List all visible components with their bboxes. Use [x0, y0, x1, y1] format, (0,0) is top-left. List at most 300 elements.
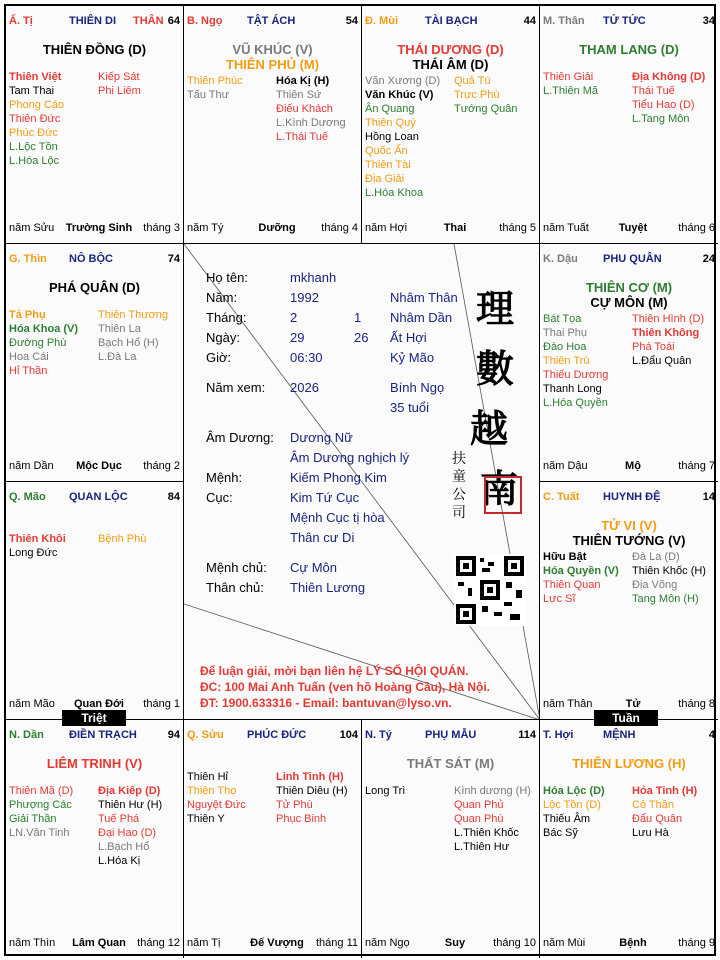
minor-star: Lực Sĩ [543, 593, 576, 605]
calligraphy-char-1: 理 [476, 286, 515, 331]
minor-star: Quan Phủ [454, 799, 504, 811]
day-solar: 29 [290, 330, 305, 345]
minor-star: Kình dương (H) [454, 785, 531, 797]
than-chu-value: Thiên Lương [290, 580, 366, 595]
minor-star: Hóa Kị (H) [276, 75, 330, 87]
minor-star: Bạch Hổ (H) [98, 337, 159, 349]
main-star: THIÊN ĐỒNG (D) [42, 42, 147, 57]
main-star: THAM LANG (D) [579, 42, 679, 57]
name-value: mkhanh [290, 270, 337, 285]
minor-star: Văn Khúc (V) [365, 89, 434, 101]
palace-header [9, 490, 180, 504]
minor-star: Đại Hao (D) [98, 827, 157, 839]
star-column-right [98, 784, 162, 868]
minor-star: Tang Môn (H) [632, 593, 699, 605]
main-stars [6, 42, 183, 57]
main-star: THIÊN LƯƠNG (H) [572, 756, 686, 771]
palace-branch: K. Dậu [543, 253, 578, 265]
minor-star: Thiên Khôi [9, 533, 66, 545]
star-column-right [454, 74, 518, 116]
palace-number: 74 [167, 253, 180, 265]
star-column-right [276, 74, 346, 144]
minor-stars [365, 74, 536, 217]
star-column-left [9, 784, 73, 840]
minor-star: Tam Thai [9, 85, 55, 97]
calligraphy-char-4: 南 [480, 466, 519, 511]
minor-stars [365, 784, 536, 932]
palace-header [543, 490, 715, 504]
palace-cell [6, 482, 184, 720]
palace-name: TÀI BẠCH [425, 15, 478, 27]
palace-year: năm Dậu [543, 460, 588, 472]
minor-star: Địa Võng [632, 579, 678, 591]
minor-star: Thiên Thương [98, 309, 169, 321]
minor-star: Hỉ Thần [9, 365, 48, 377]
palace-number: 94 [167, 729, 180, 741]
menh-value: Kiếm Phong Kim [290, 470, 387, 485]
vertical-seal-text: 扶 童 公 司 [452, 451, 466, 521]
cuc-value: Kim Tứ Cục [290, 490, 360, 505]
than-chu-label: Thân chủ: [206, 580, 264, 595]
minor-stars [543, 70, 715, 217]
minor-star: Thiên Hình (D) [632, 313, 705, 325]
minor-star: Thiên Phúc [187, 75, 243, 87]
main-stars [184, 42, 361, 72]
star-column-left [187, 770, 246, 826]
palace-year: năm Ngọ [365, 937, 410, 949]
minor-star: Thiên Trù [543, 355, 590, 367]
minor-star: Linh Tinh (H) [276, 771, 344, 783]
minor-stars [9, 532, 180, 693]
minor-star: Văn Xương (D) [365, 75, 441, 87]
amduong-value: Dương Nữ [290, 430, 353, 445]
menh-chu-value: Cự Môn [290, 560, 337, 575]
star-column-right [632, 70, 705, 126]
star-column-left [9, 70, 64, 168]
palace-header [543, 252, 715, 266]
palace-footer [543, 221, 715, 235]
day-label: Ngày: [206, 330, 240, 345]
minor-star: Giải Thần [9, 813, 57, 825]
minor-star: Hóa Lộc (D) [543, 785, 605, 797]
palace-month: tháng 5 [499, 222, 536, 234]
minor-star: Tấu Thư [187, 89, 230, 101]
minor-star: L.Tang Môn [632, 113, 690, 125]
minor-star: Đường Phù [9, 337, 67, 349]
palace-cell [184, 720, 362, 958]
minor-star: Điếu Khách [276, 103, 333, 115]
minor-star: Thiên Khốc (H) [632, 565, 706, 577]
minor-stars [187, 74, 358, 217]
minor-star: L.Đà La [98, 351, 137, 363]
minor-star: LN.Văn Tinh [9, 827, 70, 839]
month-lunar: 1 [354, 310, 362, 325]
star-column-right [632, 784, 697, 840]
palace-number: 84 [167, 491, 180, 503]
palace-number: 54 [345, 15, 358, 27]
palace-name: TẬT ÁCH [247, 15, 296, 27]
minor-star: Đào Hoa [543, 341, 587, 353]
menh-label: Mệnh: [206, 470, 243, 485]
main-star: THIÊN PHỦ (M) [225, 57, 320, 72]
palace-number: 64 [167, 15, 180, 27]
minor-star: Ân Quang [365, 103, 415, 115]
palace-year: năm Dần [9, 460, 54, 472]
palace-footer [543, 459, 715, 473]
palace-cell [540, 6, 718, 244]
palace-footer [9, 697, 180, 711]
minor-star: L.Bạch Hổ [98, 841, 150, 853]
palace-year: năm Thân [543, 698, 593, 710]
palace-header [365, 14, 536, 28]
contact-line-3: ĐT: 1900.633316 - Email: bantuvan@lyso.vn. [200, 696, 452, 710]
main-star: VŨ KHÚC (V) [232, 42, 313, 57]
minor-star: L.Thiên Hư [454, 841, 510, 853]
palace-footer [365, 221, 536, 235]
name-label: Họ tên: [206, 270, 248, 285]
palace-branch: Ấ. Tị [9, 15, 33, 27]
minor-star: Thiếu Âm [543, 813, 591, 825]
minor-star: L.Kình Dương [276, 117, 346, 129]
amduong-label: Âm Dương: [206, 430, 274, 445]
minor-star: Trực Phù [454, 89, 500, 101]
minor-star: Quốc Ấn [365, 145, 408, 157]
main-stars [6, 280, 183, 295]
palace-header [9, 728, 180, 742]
minor-star: Lưu Hà [632, 827, 669, 839]
minor-stars [9, 70, 180, 217]
day-canchi: Ất Hợi [390, 330, 427, 345]
minor-star: Nguyệt Đức [187, 799, 246, 811]
age-value: 35 tuổi [390, 400, 430, 415]
minor-star: Long Trì [365, 785, 406, 797]
month-solar: 2 [290, 310, 298, 325]
palace-year: năm Mão [9, 698, 55, 710]
palace-cell [362, 6, 540, 244]
main-stars [362, 756, 539, 771]
minor-star: Bệnh Phù [98, 533, 147, 545]
palace-month: tháng 11 [315, 937, 358, 949]
minor-star: Thiên Hư (H) [98, 799, 163, 811]
palace-number: 104 [339, 729, 358, 741]
palace-phase: Tử [625, 698, 641, 710]
palace-month: tháng 8 [678, 698, 715, 710]
minor-star: Quả Tú [454, 75, 491, 87]
minor-star: Thiên Việt [9, 71, 62, 83]
palace-branch: N. Tý [365, 729, 392, 741]
palace-name: THIÊN DI [69, 15, 117, 27]
star-column-left [187, 74, 243, 102]
year-canchi: Nhâm Thân [390, 290, 458, 305]
palace-month: tháng 6 [678, 222, 715, 234]
palace-branch: Q. Sửu [187, 729, 224, 741]
year-value: 1992 [290, 290, 319, 305]
main-star: THÁI DƯƠNG (D) [397, 42, 504, 57]
view-year-label: Năm xem: [206, 380, 266, 395]
palace-branch: B. Ngọ [187, 15, 223, 27]
palace-footer [9, 936, 180, 950]
palace-phase: Thai [443, 222, 467, 234]
main-star: THÁI ÂM (D) [412, 57, 489, 72]
palace-cell [6, 720, 184, 958]
contact-line-2: ĐC: 100 Mai Anh Tuấn (ven hồ Hoàng Cầu), Hà Nội. [200, 680, 491, 694]
main-star: THẤT SÁT (M) [406, 756, 495, 771]
minor-star: L.Hóa Khoa [365, 187, 424, 199]
minor-star: Địa Không (D) [632, 71, 706, 83]
minor-stars [543, 784, 715, 932]
star-column-right [454, 784, 531, 854]
minor-star: Tuế Phá [98, 813, 140, 825]
palace-header [187, 728, 358, 742]
amduong-note: Âm Dương nghịch lý [290, 450, 410, 465]
palace-footer [9, 221, 180, 235]
palace-cell [540, 482, 718, 720]
hour-value: 06:30 [290, 350, 323, 365]
palace-cell [540, 244, 718, 482]
minor-star: L.Thái Tuế [276, 131, 328, 143]
palace-header [9, 252, 180, 266]
center-info-panel [184, 244, 540, 720]
minor-star: Đà La (D) [632, 551, 680, 563]
palace-header [365, 728, 536, 742]
star-column-left [543, 312, 608, 410]
main-star: PHÁ QUÂN (D) [49, 280, 140, 295]
palace-year: năm Thìn [9, 937, 56, 949]
palace-phase: Dưỡng [258, 222, 296, 234]
main-stars [540, 42, 718, 57]
minor-star: Hoa Cái [9, 351, 49, 363]
palace-number: 34 [702, 15, 715, 27]
cuc-label: Cục: [206, 490, 233, 505]
palace-branch: T. Hợi [543, 729, 574, 741]
minor-star: Đẩu Quân [632, 813, 683, 825]
minor-star: Phượng Các [9, 799, 72, 811]
palace-header [187, 14, 358, 28]
star-column-right [632, 550, 706, 606]
palace-month: tháng 10 [493, 937, 536, 949]
main-star: LIÊM TRINH (V) [46, 756, 143, 771]
minor-stars [9, 308, 180, 455]
star-column-left [9, 308, 78, 378]
minor-star: Địa Giải [365, 173, 405, 185]
star-column-left [365, 74, 440, 200]
palace-year: năm Sửu [9, 222, 55, 234]
palace-footer [187, 936, 358, 950]
month-label: Tháng: [206, 310, 247, 325]
minor-star: Thiên Quan [543, 579, 601, 591]
day-lunar: 26 [354, 330, 369, 345]
minor-star: L.Hóa Kị [98, 855, 141, 867]
star-column-right [98, 70, 141, 98]
minor-star: Thiên Giải [543, 71, 594, 83]
palace-cell [362, 720, 540, 958]
main-stars [540, 518, 718, 548]
minor-star: Phá Toái [632, 341, 675, 353]
palace-phase: Quan Đới [74, 698, 124, 710]
cuc-note-1: Mệnh Cục tị hòa [290, 510, 385, 525]
minor-star: Tả Phụ [9, 309, 46, 321]
main-star: TỬ VI (V) [601, 518, 657, 533]
palace-header [9, 14, 180, 28]
contact-line-1: Để luận giải, mời bạn liên hệ LÝ SỐ HỘI QUÁN. [200, 664, 469, 678]
minor-star: Long Đức [9, 547, 58, 559]
horoscope-chart [4, 4, 716, 956]
minor-star: L.Hóa Lộc [9, 155, 60, 167]
palace-name: PHỤ MẪU [425, 729, 477, 741]
palace-number: 4 [708, 729, 715, 741]
minor-star: Thiên La [98, 323, 141, 335]
palace-footer [187, 221, 358, 235]
palace-month: tháng 3 [143, 222, 180, 234]
star-column-left [543, 550, 619, 606]
minor-star: L.Hóa Quyền [543, 397, 608, 409]
palace-footer [365, 936, 536, 950]
palace-cell [6, 244, 184, 482]
minor-star: Bác Sỹ [543, 827, 578, 839]
minor-star: Thai Phụ [543, 327, 588, 339]
minor-star: Hóa Quyền (V) [543, 565, 619, 577]
minor-star: Tử Phù [276, 799, 313, 811]
main-star: THIÊN CƠ (M) [585, 280, 673, 295]
palace-footer [543, 697, 715, 711]
hour-label: Giờ: [206, 350, 232, 365]
triet-tag: Triệt [62, 710, 126, 726]
palace-number: 24 [702, 253, 715, 265]
palace-cell [6, 6, 184, 244]
minor-star: Tiểu Hao (D) [632, 99, 695, 111]
palace-name: TỬ TỨC [603, 15, 646, 27]
palace-month: tháng 7 [678, 460, 715, 472]
menh-chu-label: Mệnh chủ: [206, 560, 267, 575]
calligraphy-char-2: 數 [476, 346, 515, 391]
palace-name: PHÚC ĐỨC [247, 729, 307, 741]
minor-star: Thiên Thọ [187, 785, 237, 797]
palace-branch: Q. Mão [9, 491, 46, 503]
minor-star: Thiên Y [187, 813, 225, 825]
minor-star: Phúc Đức [9, 127, 58, 139]
minor-star: Bát Tọa [543, 313, 582, 325]
minor-star: Thiên Đức [9, 113, 61, 125]
star-column-left [543, 70, 598, 98]
minor-star: Kiếp Sát [98, 71, 140, 83]
minor-star: Thái Tuế [632, 85, 675, 97]
main-stars [540, 280, 718, 310]
palace-footer [9, 459, 180, 473]
minor-star: Thanh Long [543, 383, 602, 395]
palace-cell [540, 720, 718, 958]
minor-star: Tướng Quân [454, 103, 518, 115]
star-column-right [276, 770, 348, 826]
main-star: CỰ MÔN (M) [590, 295, 668, 310]
view-year-value: 2026 [290, 380, 319, 395]
red-seal-icon [484, 476, 522, 514]
qr-code-icon [454, 554, 526, 626]
minor-star: Phi Liêm [98, 85, 141, 97]
palace-number: 44 [523, 15, 536, 27]
minor-star: Địa Kiếp (D) [98, 785, 161, 797]
palace-name: ĐIỀN TRẠCH [69, 729, 137, 741]
palace-number: 114 [518, 729, 536, 741]
palace-branch: G. Thìn [9, 253, 47, 265]
palace-name: NÔ BỘC [69, 253, 113, 265]
palace-phase: Mộc Dục [76, 460, 122, 472]
minor-star: Phong Cáo [9, 99, 65, 111]
palace-phase: Trường Sinh [65, 222, 133, 234]
palace-month: tháng 9 [678, 937, 715, 949]
palace-name: QUAN LỘC [69, 491, 128, 503]
palace-year: năm Tị [187, 937, 221, 949]
palace-header [543, 14, 715, 28]
palace-year: năm Mùi [543, 937, 586, 949]
palace-phase: Lâm Quan [72, 937, 126, 949]
year-label: Năm: [206, 290, 238, 305]
palace-branch: N. Dần [9, 729, 44, 741]
palace-branch: Đ. Mùi [365, 15, 398, 27]
minor-star: Quan Phù [454, 813, 504, 825]
star-column-right [98, 532, 146, 546]
main-star: THIÊN TƯỚNG (V) [572, 533, 686, 548]
minor-star: Thiên Mã (D) [9, 785, 74, 797]
palace-phase: Đế Vượng [250, 937, 304, 949]
calligraphy-char-3: 越 [470, 406, 509, 451]
palace-year: năm Tý [187, 222, 224, 234]
tuan-tag: Tuần [594, 710, 658, 726]
star-column-right [632, 312, 704, 368]
main-stars [540, 756, 718, 771]
minor-star: Hồng Loan [365, 131, 419, 143]
month-canchi: Nhâm Dần [390, 310, 453, 325]
minor-star: Thiên Không [632, 327, 700, 339]
palace-footer [543, 936, 715, 950]
minor-star: L.Thiên Khốc [454, 827, 519, 839]
star-column-left [365, 784, 405, 798]
minor-star: Thiếu Dương [543, 369, 609, 381]
minor-star: Phục Binh [276, 813, 327, 825]
palace-phase: Tuyệt [618, 222, 648, 234]
palace-month: tháng 2 [143, 460, 180, 472]
minor-star: Hữu Bật [543, 551, 587, 563]
view-year-canchi: Bính Ngọ [390, 380, 445, 395]
minor-star: L.Đẩu Quân [632, 355, 692, 367]
than-marker: THÂN [133, 15, 164, 27]
minor-stars [187, 770, 358, 932]
palace-phase: Bệnh [619, 937, 647, 949]
cuc-note-2: Thân cư Di [290, 530, 355, 545]
palace-year: năm Hợi [365, 222, 408, 234]
palace-phase: Mộ [625, 460, 641, 472]
minor-star: L.Thiên Mã [543, 85, 599, 97]
palace-number: 14 [702, 491, 715, 503]
star-column-right [98, 308, 168, 364]
palace-branch: M. Thân [543, 15, 585, 27]
minor-star: Hỏa Tinh (H) [632, 785, 698, 797]
minor-star: Thiên Quý [365, 117, 416, 129]
palace-branch: C. Tuất [543, 491, 580, 503]
palace-phase: Suy [444, 937, 466, 949]
star-column-left [9, 532, 66, 560]
star-column-left [543, 784, 605, 840]
palace-header [543, 728, 715, 742]
minor-star: Lộc Tồn (D) [543, 799, 601, 811]
hour-canchi: Kỷ Mão [390, 350, 435, 365]
palace-year: năm Tuất [543, 222, 589, 234]
palace-name: MỆNH [603, 729, 636, 741]
palace-month: tháng 1 [143, 698, 180, 710]
minor-star: Hóa Khoa (V) [9, 323, 79, 335]
palace-month: tháng 4 [321, 222, 358, 234]
minor-star: Thiên Hỉ [187, 771, 228, 783]
palace-cell [184, 6, 362, 244]
